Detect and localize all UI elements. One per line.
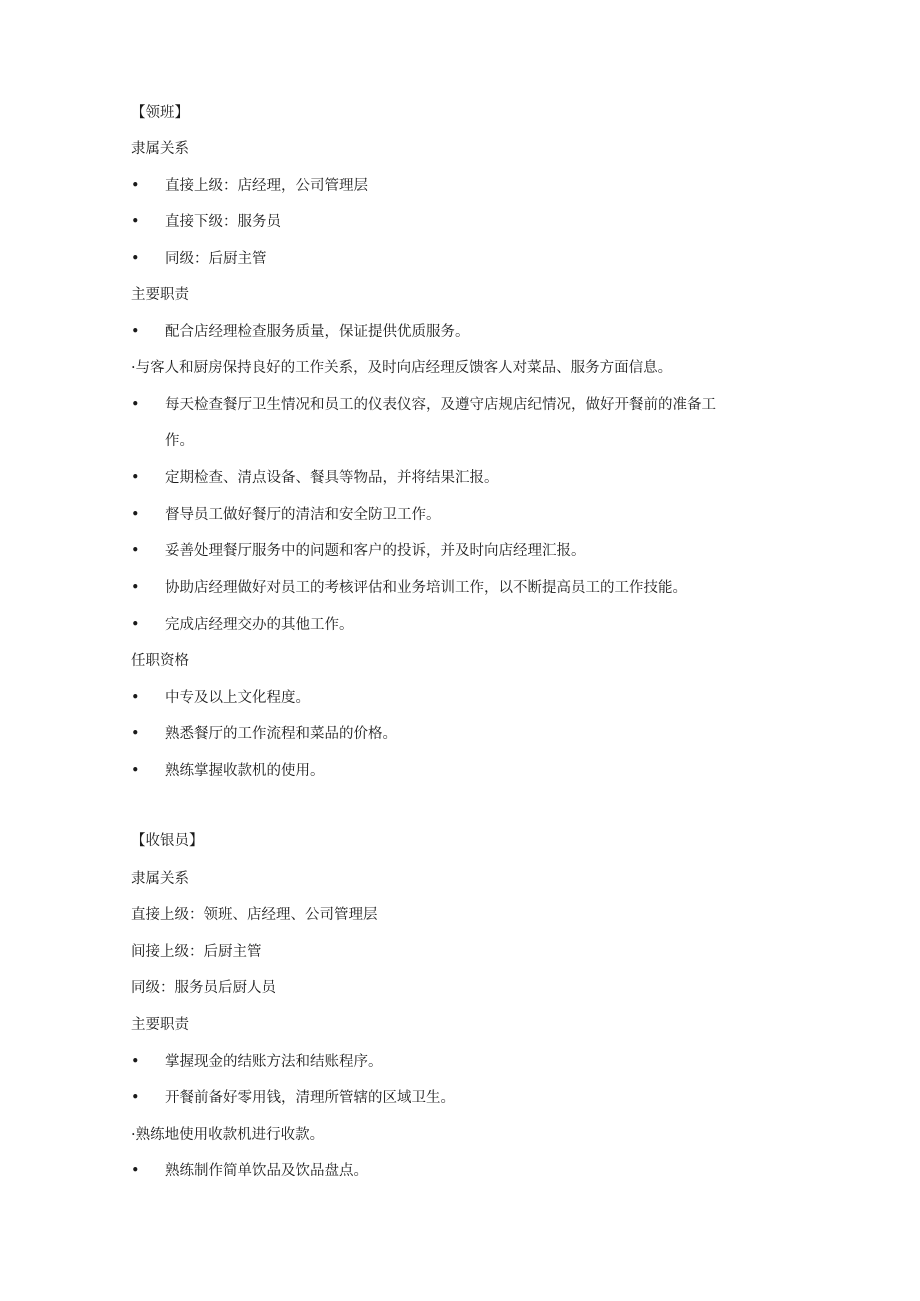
subheading-reporting: 隶属关系: [131, 141, 189, 157]
bullet-icon: •: [131, 726, 140, 742]
bullet-icon: •: [131, 1163, 140, 1179]
bullet-icon: •: [131, 324, 140, 340]
bullet-icon: •: [131, 543, 140, 559]
relation-line: 间接上级：后厨主管: [131, 944, 262, 960]
bullet-icon: •: [131, 1054, 140, 1070]
relation-line: 直接上级：领班、店经理、公司管理层: [131, 907, 378, 923]
bullet-icon: •: [131, 617, 140, 633]
relation-line: 同级：服务员后厨人员: [131, 980, 276, 996]
bullet-icon: •: [131, 690, 140, 706]
duty-line: ·与客人和厨房保持良好的工作关系，及时向店经理反馈客人对菜品、服务方面信息。: [131, 360, 673, 376]
list-item-continuation: 作。: [165, 433, 194, 449]
subheading-reporting: 隶属关系: [131, 871, 189, 887]
subheading-duties: 主要职责: [131, 287, 189, 303]
bullet-icon: •: [131, 397, 140, 413]
subheading-qualifications: 任职资格: [131, 653, 189, 669]
bullet-icon: •: [131, 580, 140, 596]
bullet-icon: •: [131, 1090, 140, 1106]
section-title-cashier: 【收银员】: [131, 833, 204, 849]
bullet-icon: •: [131, 470, 140, 486]
bullet-icon: •: [131, 251, 140, 267]
bullet-icon: •: [131, 507, 140, 523]
section-title-leader: 【领班】: [131, 105, 189, 121]
bullet-icon: •: [131, 178, 140, 194]
subheading-duties: 主要职责: [131, 1017, 189, 1033]
duty-line: ·熟练地使用收款机进行收款。: [131, 1127, 325, 1143]
bullet-icon: •: [131, 763, 140, 779]
document-page: 【领班】 隶属关系 • 直接上级：店经理，公司管理层 • 直接下级：服务员 • 同级：后厨主管 主要职责 • 配合店经理检查服务质量，保证提供优质服务。 ·与客人和厨房保持良好的工作关系，及时向店经理反馈客人对菜品、服务方面信息。 • 每天检查餐厅卫生情况和员工的仪表仪容，及遵守店规店纪情况，做好开餐前的准备工 作。 • 定期检查、清点设备、餐具等物品，并将结果汇报。 • 督导员工做好餐厅的清洁和安全防卫工作。 • 妥善处理餐厅服务中的问题和客户的投诉，并及时向店经理汇报。 • 协助店经理做好对员工的考核评估和业务培训工作，以不断提高员工的工作技能。 • 完成店经理交办的其他工作。 任职资格 • 中专及以上文化程度。 • 熟悉餐厅的工作流程和菜品的价格。 • 熟练掌握收款机的使用。 【收银员】 隶属关系 直接上级：领班、店经理、公司管理层 间接上级：后厨主管 同级：服务员后厨人员 主要职责 • 掌握现金的结账方法和结账程序。 • 开餐前备好零用钱，清理所管辖的区域卫生。 ·熟练地使用收款机进行收款。 • 熟练制作简单饮品及饮品盘点。: [0, 0, 920, 1301]
bullet-icon: •: [131, 214, 140, 230]
